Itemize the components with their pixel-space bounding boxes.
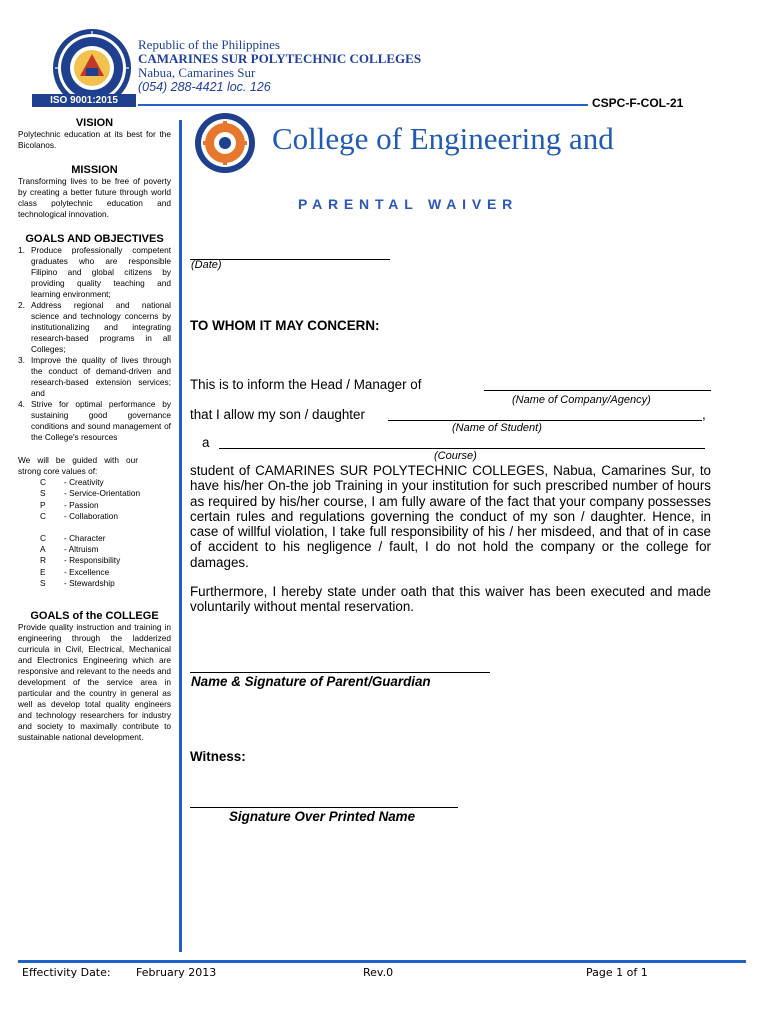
salutation: TO WHOM IT MAY CONCERN: [190,318,380,333]
vertical-divider [179,120,182,952]
college-goals-heading: GOALS of the COLLEGE [30,609,159,622]
effectivity-label: Effectivity Date: [22,966,111,979]
school-phone: (054) 288-4421 loc. 126 [138,80,271,94]
list-item: 1. Produce professionally competent graduates who are responsible Filipino and global citizens by providing quality teaching and learning environment; [18,245,171,299]
student-name-line[interactable] [388,420,702,421]
course-label: (Course) [434,450,477,462]
footer-divider [18,960,746,963]
witness-label: Witness: [190,749,246,764]
college-goals-text: Provide quality instruction and training in engineering through the ladderized curricula in Civil, Electrical, Mechanical and Electronics Engineering which are responsive and relevant to the needs and development of the service area in particular and the country in general as well as develop total quality engineers and technology researchers for industry and society to maximally contribute to sustainable national development. [18,621,171,742]
student-line-suffix: , [702,407,706,422]
core-value-row: P - Passion [40,499,99,510]
parent-signature-label: Name & Signature of Parent/Guardian [191,674,431,689]
vision-heading: VISION [75,117,114,129]
effectivity-date: February 2013 [136,966,217,979]
goals-list [18,245,171,443]
form-code: CSPC-F-COL-21 [592,96,684,110]
witness-signature-line[interactable] [190,807,458,808]
mission-heading: MISSION [71,164,118,176]
core-value-row: C - Creativity [40,477,104,487]
college-seal-logo [194,112,256,174]
core-value-row: S - Service-Orientation [40,488,141,499]
company-label: (Name of Company/Agency) [512,394,651,406]
date-label: (Date) [191,259,222,271]
page-number: Page 1 of 1 [586,966,648,979]
mission-text: Transforming lives to be free of poverty by creating a better future through world class polytechnic education and technological innovation. [18,176,171,219]
waiver-paragraph-1: student of CAMARINES SUR POLYTECHNIC COLLEGES, Nabua, Camarines Sur, to have his/her On-the job Training in your institution for such prescribed number of hours as required by his/her course, I am fully aware of the fact that your company possesses certain rules and regulations governing the conduct of my son / daughter. Hence, in case of willful violation, I take full responsibility of his / her misdeed, and that of in case of accident to his negligence / fault, I do not hold the company or the college for damages. [190,463,711,570]
student-label: (Name of Student) [452,422,542,434]
college-title: College of Engineering and [272,121,614,156]
waiver-paragraph-2: Furthermore, I hereby state under oath that this waiver has been executed and made voluntarily without mental reservation. [190,584,711,615]
course-line-prefix: a [202,435,210,450]
witness-signature-label: Signature Over Printed Name [229,809,416,824]
iso-badge: ISO 9001:2015 [32,94,136,107]
republic-line: Republic of the Philippines [138,37,280,52]
core-value-row: C - Collaboration [40,511,118,522]
list-item: 2. Address regional and national science and technology concerns by institutionalizing and integrating research-based programs in all Colleges; [18,300,171,354]
school-address: Nabua, Camarines Sur [138,65,256,80]
document-title: PARENTAL WAIVER [298,196,519,212]
core-value-row: E - Excellence [40,566,110,577]
company-name-line[interactable] [484,390,711,391]
header-divider [138,104,588,106]
core-values-group-1 [18,477,171,523]
core-values-intro: We will be guided with our strong core values of: [18,455,138,476]
goals-heading: GOALS AND OBJECTIVES [25,233,164,245]
revision-number: Rev.0 [363,966,394,979]
core-value-row: S - Stewardship [40,578,115,589]
school-name: CAMARINES SUR POLYTECHNIC COLLEGES [138,51,422,66]
sidebar [18,117,171,743]
list-item: 4. Strive for optimal performance by sustaining good governance conditions and sound management of the College's resources [18,399,171,442]
student-line-prefix: that I allow my son / daughter [190,407,365,422]
core-value-row: R - Responsibility [40,555,121,566]
vision-text: Polytechnic education at its best for the Bicolanos. [18,129,171,150]
core-values-group-2 [18,533,171,590]
core-value-row: A - Altruism [40,544,99,555]
list-item: 3. Improve the quality of lives through the conduct of demand-driven and research-based extension services; and [18,355,171,398]
course-line[interactable] [219,448,705,449]
company-line-prefix: This is to inform the Head / Manager of [190,377,422,392]
parent-signature-line[interactable] [190,672,490,673]
core-value-row: C - Character [40,532,106,543]
school-header [138,38,421,94]
